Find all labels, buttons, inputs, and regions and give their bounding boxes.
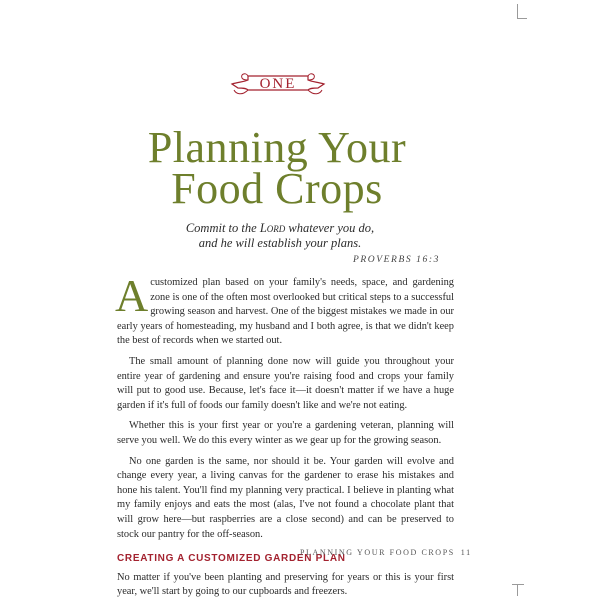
crop-mark xyxy=(517,4,518,18)
chapter-banner xyxy=(228,70,328,104)
drop-cap: A xyxy=(115,270,149,321)
chapter-title-line: Planning Your xyxy=(147,123,407,172)
epigraph-citation: PROVERBS 16:3 xyxy=(352,255,440,265)
running-footer xyxy=(300,548,472,557)
epigraph-line-1 xyxy=(120,221,440,236)
paragraph xyxy=(115,270,454,349)
epigraph-line-2: and he will establish your plans. xyxy=(198,236,362,250)
crop-mark xyxy=(512,584,524,585)
chapter-title-line: Food Crops xyxy=(171,164,383,213)
epigraph xyxy=(120,221,440,251)
page-number: 11 xyxy=(460,548,472,557)
chapter-title xyxy=(100,123,454,213)
crop-mark xyxy=(517,18,527,19)
paragraph: The small amount of planning done now will guide you throughout your entire year of gardening and ensure you're raising food and crops your family will put to good use. Because, let's face it—it doesn't matter if we have a huge garden if it's full of foods our family doesn't like and we're not eating. xyxy=(117,355,454,411)
paragraph: Whether this is your first year or you're a gardening veteran, planning will serve you well. We do this every winter as we gear up for the growing season. xyxy=(117,420,454,446)
paragraph: No matter if you've been planting and preserving for years or this is your first year, we'll start by going to our cupboards and freezers. xyxy=(117,571,454,598)
crop-mark xyxy=(517,584,518,596)
section-heading: CREATING A CUSTOMIZED GARDEN PLAN xyxy=(117,553,346,565)
running-head: PLANNING YOUR FOOD CROPS xyxy=(300,548,455,557)
epigraph-lord: Lord xyxy=(259,221,286,235)
epigraph-text: whatever you do, xyxy=(285,221,375,235)
epigraph-text: Commit to the xyxy=(185,221,260,235)
paragraph: No one garden is the same, nor should it be. Your garden will evolve and change every year, a living canvas for the gardener to erase his mistakes and hone his talent. You'll find my planning very practical. I believe in planting what my family enjoys and eats the most (alas, I've not found a chocolate plant that will grow here—but raspberries are a close second) and can be preserved to stock our pantry for the off-season. xyxy=(117,455,454,540)
paragraph-text: customized plan based on your family's needs, space, and gardening zone is one of the often most overlooked but critical steps to a successful growing season and harvest. One of the biggest mistakes we made in our early years of homesteading, my husband and I both agree, is that we didn't keep the best of records when we started out. xyxy=(117,277,454,347)
chapter-number: ONE xyxy=(259,76,297,92)
